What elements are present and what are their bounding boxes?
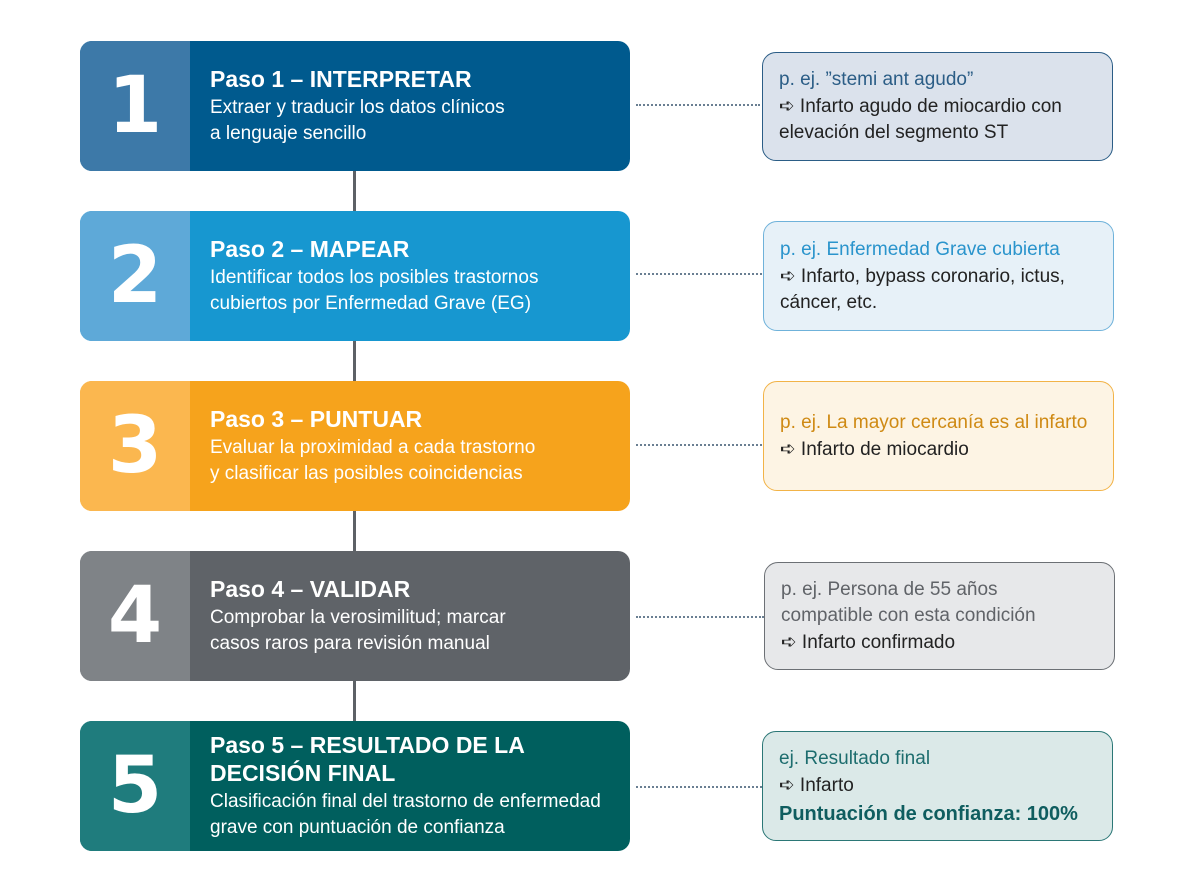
step-number: 3 [80, 381, 190, 511]
example-heading: p. ej. ”stemi ant agudo” [779, 69, 974, 90]
right-arrow-icon: ➪ [779, 773, 795, 796]
step-2-card [80, 211, 630, 341]
step-connector [353, 680, 356, 722]
step-title: Paso 2 – MAPEAR [210, 236, 410, 262]
confidence-score: Puntuación de confianza: 100% [779, 802, 1078, 825]
step-4-card [80, 551, 630, 681]
example-heading: p. ej. La mayor cercanía es al infarto [780, 411, 1088, 433]
step-title: Paso 5 – RESULTADO DE LA DECISIÓN FINAL [210, 732, 525, 786]
step-2-example-box [763, 221, 1114, 331]
right-arrow-icon: ➪ [780, 437, 796, 460]
step-description: Identificar todos los posibles trastornos cubiertos por Enfermedad Grave (EG) [210, 267, 539, 314]
step-number: 1 [80, 41, 190, 171]
step-1-card [80, 41, 630, 171]
right-arrow-icon: ➪ [781, 630, 797, 653]
step-5-card [80, 721, 630, 851]
step-4-example-box [764, 562, 1115, 670]
step-title: Paso 1 – INTERPRETAR [210, 66, 472, 92]
example-result: ➪ Infarto, bypass coronario, ictus, cáncer, etc. [780, 264, 1065, 313]
step-description: Extraer y traducir los datos clínicos a lenguaje sencillo [210, 97, 505, 144]
dotted-connector [636, 104, 760, 106]
right-arrow-icon: ➪ [780, 264, 796, 287]
step-number: 4 [80, 551, 190, 681]
step-description: Clasificación final del trastorno de enfermedad grave con puntuación de confianza [210, 791, 601, 838]
step-connector [353, 170, 356, 212]
step-description: Evaluar la proximidad a cada trastorno y clasificar las posibles coincidencias [210, 437, 536, 484]
dotted-connector [636, 273, 762, 275]
step-number: 5 [80, 721, 190, 851]
step-description: Comprobar la verosimilitud; marcar casos raros para revisión manual [210, 607, 506, 654]
right-arrow-icon: ➪ [779, 95, 795, 117]
dotted-connector [636, 444, 762, 446]
step-3-example-box [763, 381, 1114, 491]
example-result: ➪ Infarto de miocardio [780, 437, 969, 460]
step-5-example-box [762, 731, 1113, 841]
example-result: ➪ Infarto agudo de miocardio con elevación del segmento ST [779, 95, 1062, 143]
example-result: ➪ Infarto [779, 773, 854, 796]
step-3-card [80, 381, 630, 511]
step-1-example-box [762, 52, 1113, 161]
dotted-connector [636, 616, 764, 618]
step-title: Paso 4 – VALIDAR [210, 576, 411, 602]
dotted-connector [636, 786, 762, 788]
step-connector [353, 510, 356, 552]
step-number: 2 [80, 211, 190, 341]
step-connector [353, 340, 356, 382]
example-heading: ej. Resultado final [779, 747, 931, 769]
example-heading: p. ej. Enfermedad Grave cubierta [780, 238, 1060, 260]
step-title: Paso 3 – PUNTUAR [210, 406, 423, 432]
example-heading: p. ej. Persona de 55 años compatible con esta condición [781, 578, 1036, 626]
example-result: ➪ Infarto confirmado [781, 630, 956, 653]
